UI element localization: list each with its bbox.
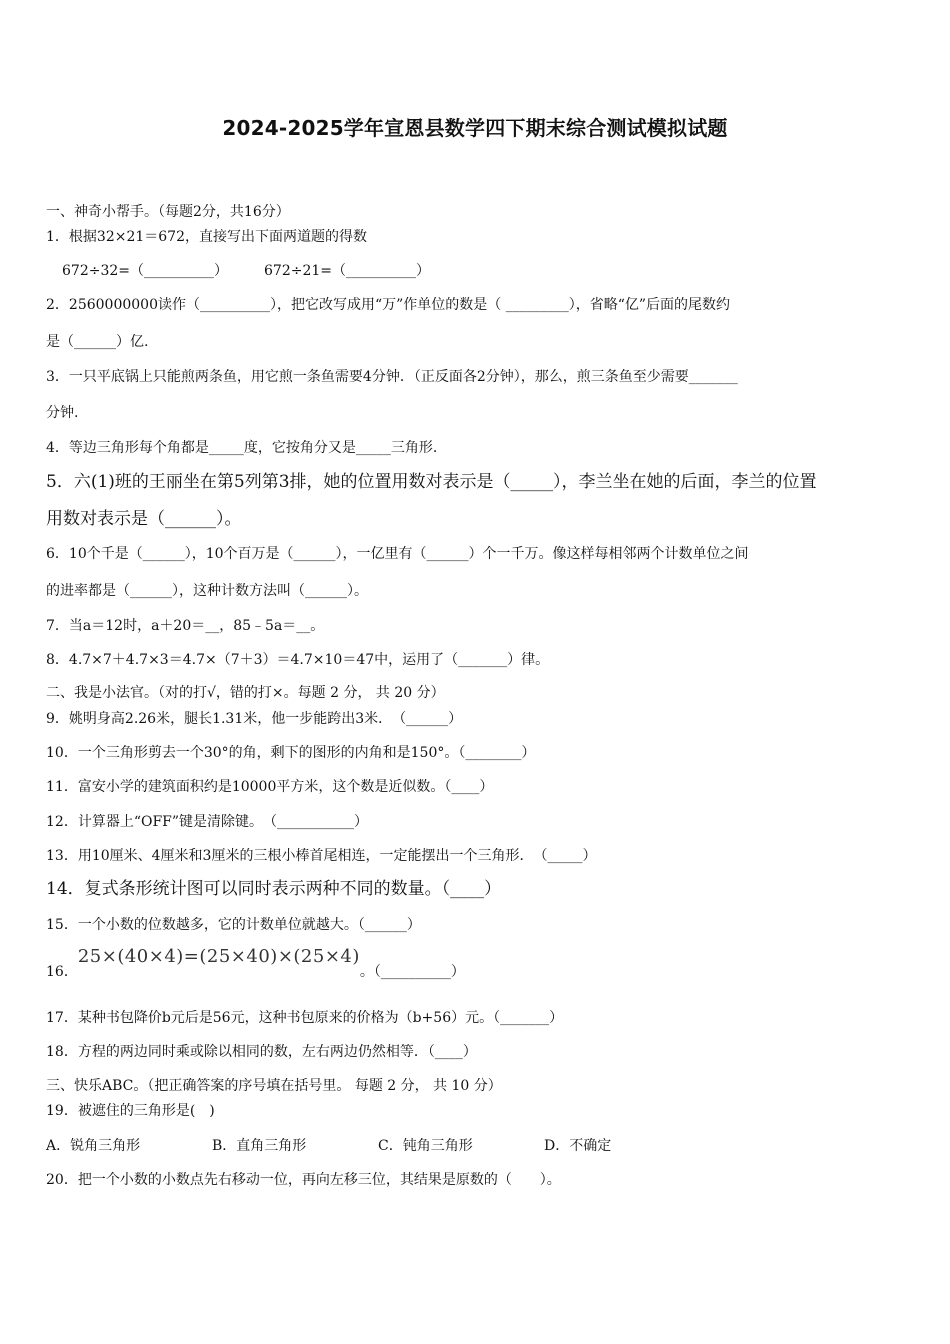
question-6-line-1: 6．10个千是（______），10个百万是（______），一亿里有（______）个一千万。像这样每相邻两个计数单位之间 (46, 546, 749, 562)
question-8: 8．4.7×7＋4.7×3＝4.7×（7＋3）＝4.7×10＝47中，运用了（_______）律。 (46, 652, 550, 668)
question-2-line-2: 是（______）亿. (46, 334, 149, 350)
question-18: 18．方程的两边同时乘或除以相同的数，左右两边仍然相等．（____） (46, 1044, 477, 1060)
option-a[interactable]: A．锐角三角形 (46, 1138, 141, 1154)
question-16-formula: 25×(40×4)=(25×40)×(25×4) (77, 946, 360, 967)
question-20: 20．把一个小数的小数点先右移动一位，再向左移三位，其结果是原数的（ ）。 (46, 1172, 561, 1188)
question-16-number: 16． (46, 964, 78, 980)
question-4: 4．等边三角形每个角都是_____度，它按角分又是_____三角形. (46, 440, 438, 456)
question-16 (46, 946, 465, 982)
question-10: 10．一个三角形剪去一个30°的角，剩下的图形的内角和是150°。（________） (46, 745, 536, 761)
question-6-line-2: 的进率都是（______），这种计数方法叫（______）。 (46, 583, 368, 599)
section-heading-3: 三、快乐ABC。（把正确答案的序号填在括号里。 每题 2 分， 共 10 分） (46, 1078, 502, 1094)
question-9: 9．姚明身高2.26米，腿长1.31米，他一步能跨出3米． （______） (46, 711, 463, 727)
question-12: 12．计算器上“OFF”键是清除键。 （___________） (46, 814, 369, 830)
question-5-line-1: 5．六(1)班的王丽坐在第5列第3排，她的位置用数对表示是（_____），李兰坐在她的后面，李兰的位置 (46, 472, 817, 492)
question-1: 1．根据32×21＝672，直接写出下面两道题的得数 (46, 229, 367, 245)
page-title: 2024-2025学年宣恩县数学四下期末综合测试模拟试题 (222, 116, 728, 140)
question-14: 14．复式条形统计图可以同时表示两种不同的数量。（____） (46, 879, 502, 899)
section-heading-1: 一、神奇小帮手。（每题2分，共16分） (46, 204, 290, 220)
option-d[interactable]: D．不确定 (544, 1138, 612, 1154)
question-1-parts (62, 261, 430, 281)
question-19-options (46, 1136, 611, 1156)
option-c[interactable]: C．钝角三角形 (378, 1138, 473, 1154)
question-1a: 672÷32=（__________） (62, 263, 228, 279)
option-b[interactable]: B．直角三角形 (212, 1138, 307, 1154)
question-13: 13．用10厘米、4厘米和3厘米的三根小棒首尾相连，一定能摆出一个三角形． （_____） (46, 848, 597, 864)
question-11: 11．富安小学的建筑面积约是10000平方米，这个数是近似数。（____） (46, 779, 494, 795)
question-7: 7．当a＝12时，a＋20＝__，85﹣5a＝__。 (46, 618, 325, 634)
question-3-line-1: 3．一只平底锅上只能煎两条鱼，用它煎一条鱼需要4分钟．（正反面各2分钟），那么，煎三条鱼至少需要_______ (46, 369, 738, 385)
question-19: 19．被遮住的三角形是( ) (46, 1103, 215, 1119)
question-17: 17．某种书包降价b元后是56元，这种书包原来的价格为（b+56）元。（_______） (46, 1010, 564, 1026)
question-16-blank: 。（__________） (359, 964, 465, 980)
question-2-line-1: 2．2560000000读作（__________），把它改写成用“万”作单位的数是（ _________），省略“亿”后面的尾数约 (46, 297, 731, 313)
section-heading-2: 二、我是小法官。（对的打√，错的打×。每题 2 分， 共 20 分） (46, 685, 445, 701)
question-5-line-2: 用数对表示是（______）。 (46, 509, 242, 529)
question-1b: 672÷21=（__________） (264, 263, 430, 279)
question-3-line-2: 分钟. (46, 405, 79, 421)
question-15: 15．一个小数的位数越多，它的计数单位就越大。（______） (46, 917, 421, 933)
